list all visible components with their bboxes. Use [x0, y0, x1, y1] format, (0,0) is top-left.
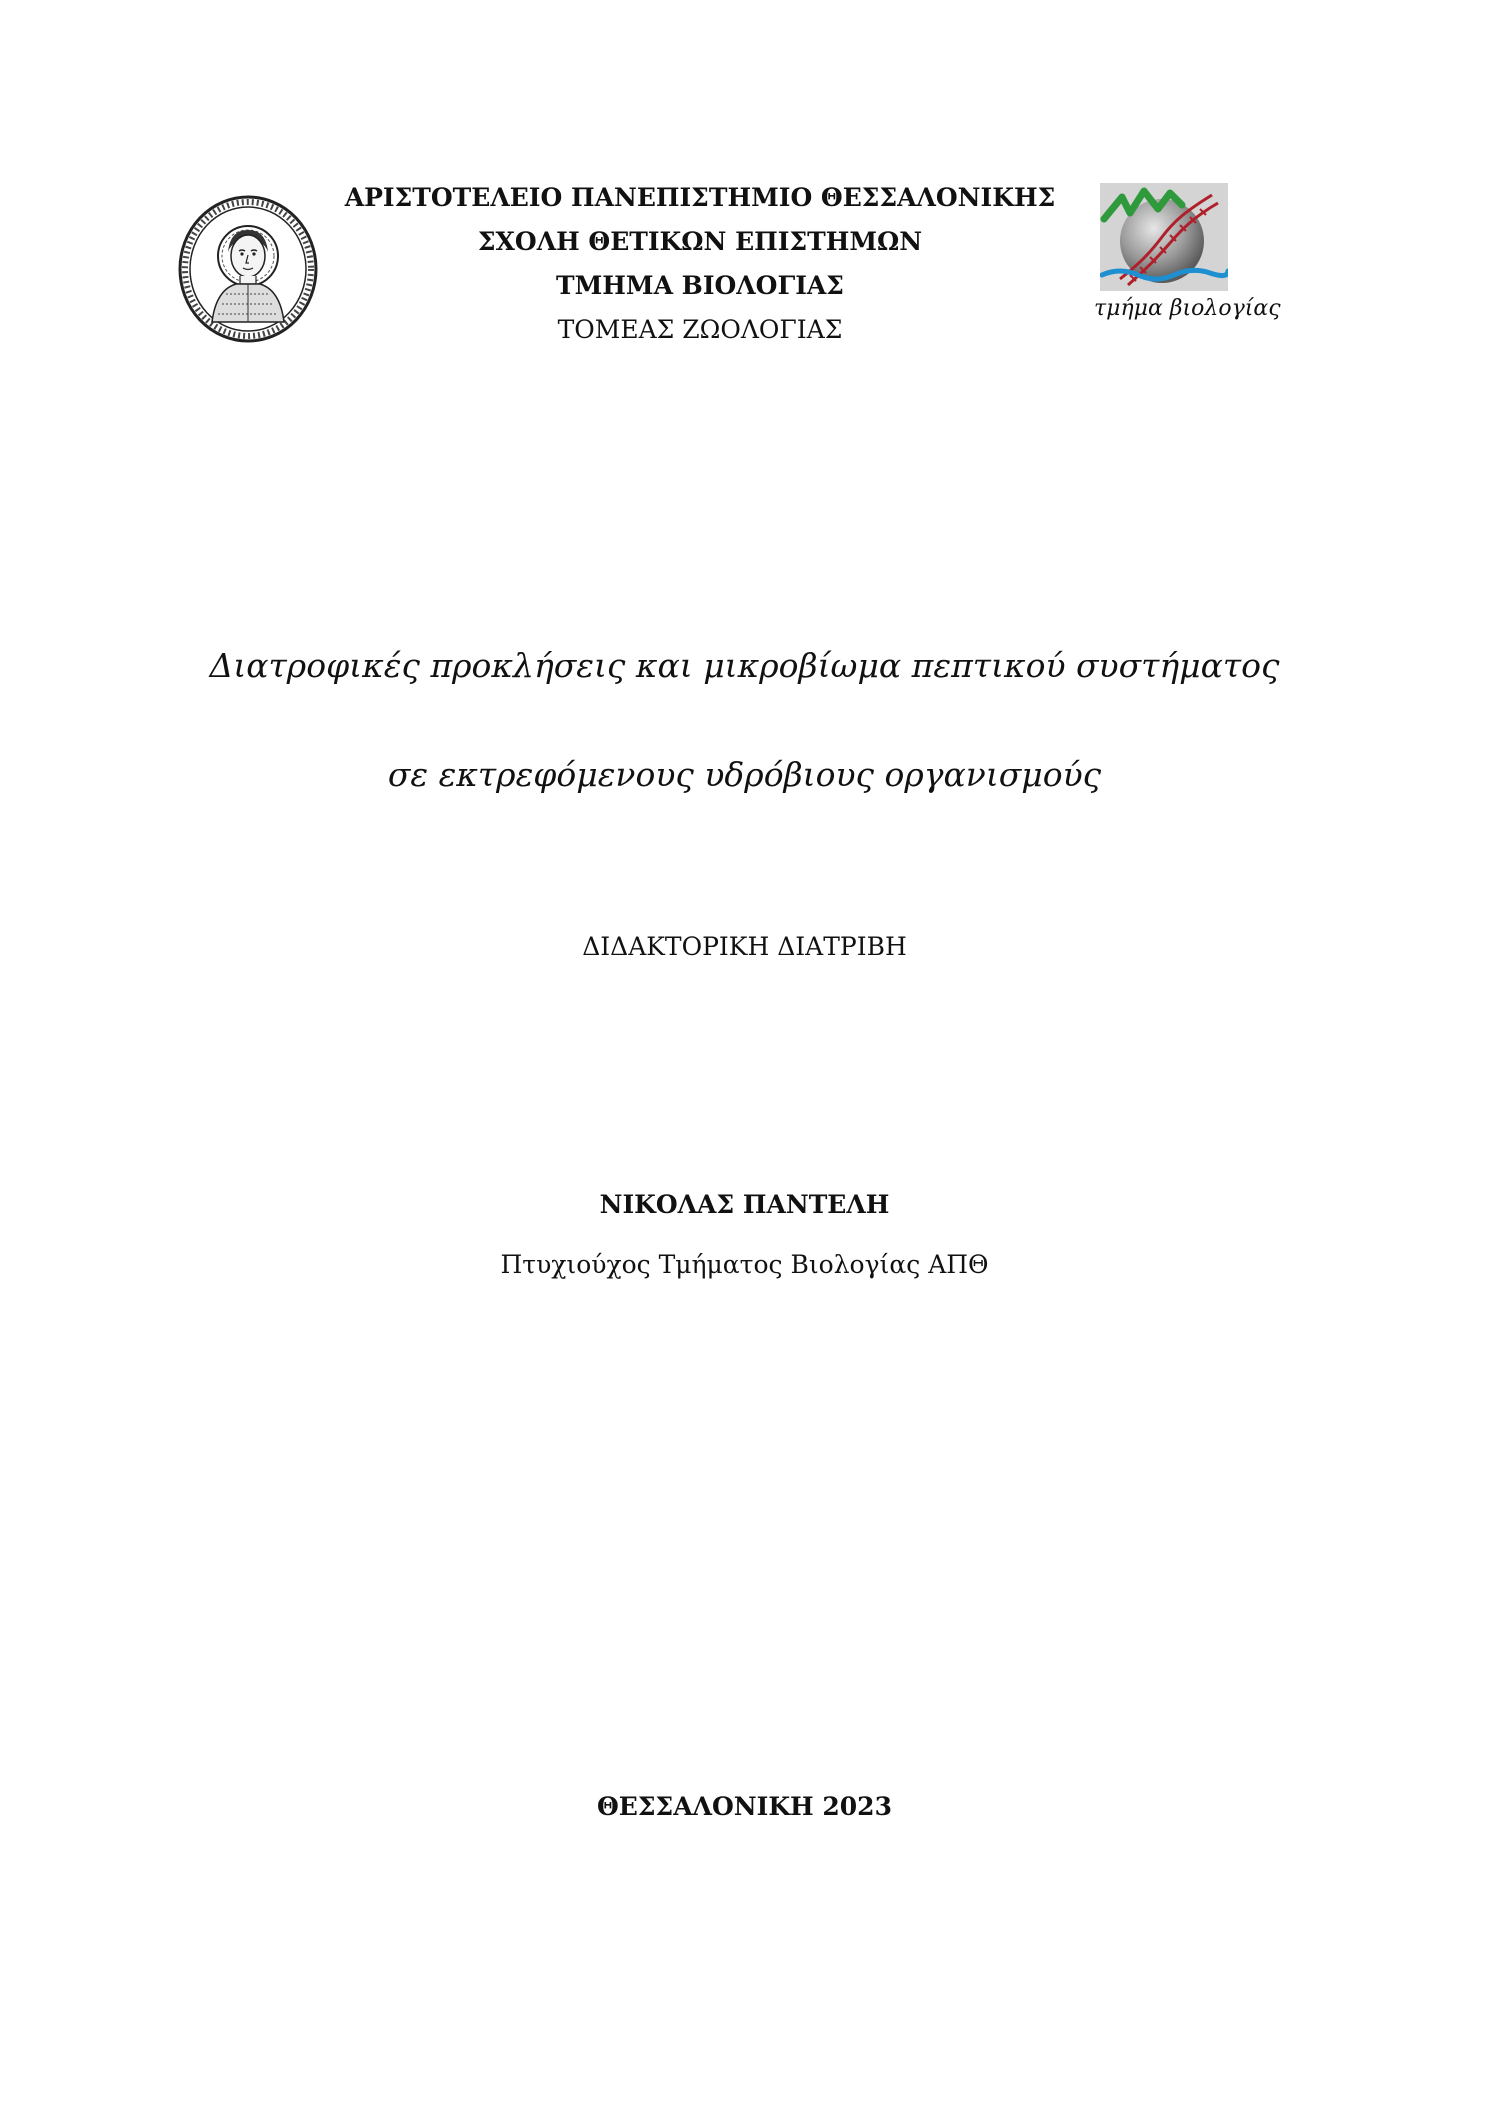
author-credential: Πτυχιούχος Τμήματος Βιολογίας ΑΠΘ — [500, 1250, 989, 1279]
sector-name: ΤΟΜΕΑΣ ΖΩΟΛΟΓΙΑΣ — [557, 315, 843, 344]
document-type: ΔΙΔΑΚΤΟΡΙΚΗ ΔΙΑΤΡΙΒΗ — [582, 932, 907, 961]
university-name: ΑΡΙΣΤΟΤΕΛΕΙΟ ΠΑΝΕΠΙΣΤΗΜΙΟ ΘΕΣΣΑΛΟΝΙΚΗΣ — [344, 183, 1056, 212]
institution-header — [330, 176, 1070, 352]
department-name: ΤΜΗΜΑ ΒΙΟΛΟΓΙΑΣ — [556, 271, 844, 300]
author-name: ΝΙΚΟΛΑΣ ΠΑΝΤΕΛΗ — [599, 1190, 890, 1219]
dept-logo-caption: τμήμα βιολογίας — [1094, 296, 1281, 321]
place-and-year: ΘΕΣΣΑΛΟΝΙΚΗ 2023 — [597, 1792, 892, 1821]
thesis-title-line-2: σε εκτρεφόμενους υδρόβιους οργανισμούς — [387, 755, 1102, 794]
school-name: ΣΧΟΛΗ ΘΕΤΙΚΩΝ ΕΠΙΣΤΗΜΩΝ — [477, 227, 923, 256]
thesis-title-line-1: Διατροφικές προκλήσεις και μικροβίωμα πεπτικού συστήματος — [209, 646, 1280, 685]
university-seal-logo — [176, 194, 320, 344]
